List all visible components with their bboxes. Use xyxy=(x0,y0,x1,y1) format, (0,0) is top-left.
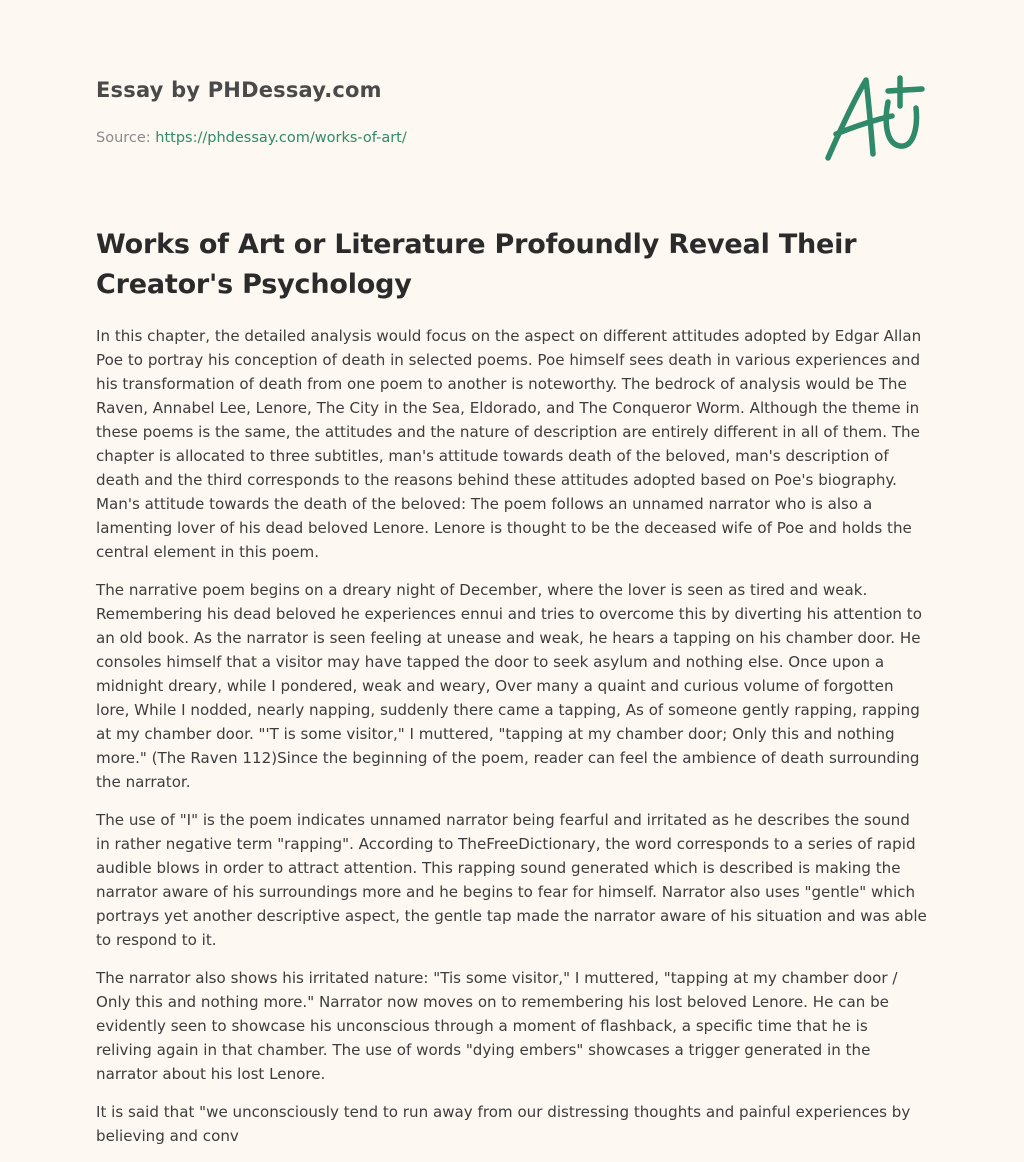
essay-title: Works of Art or Literature Profoundly Reveal Their Creator's Psychology xyxy=(96,229,857,300)
source-link[interactable]: https://phdessay.com/works-of-art/ xyxy=(155,130,407,146)
essay-paragraph: The narrative poem begins on a dreary night of December, where the lover is seen as tired and weak. Remembering his dead beloved he experiences ennui and tries to overcome this by diverting his attention to an old book. As the narrator is seen feeling at unease and weak, he hears a tapping on his chamber door. He consoles himself that a visitor may have tapped the door to seek asylum and nothing else. Once upon a midnight dreary, while I pondered, weak and weary, Over many a quaint and curious volume of forgotten lore, While I nodded, nearly napping, suddenly there came a tapping, As of someone gently rapping, rapping at my chamber door. "'T is some visitor," I muttered, "tapping at my chamber door; Only this and nothing more." (The Raven 112)Since the beginning of the poem, reader can feel the ambience of death surrounding the narrator. xyxy=(96,581,922,791)
page-header xyxy=(96,74,796,148)
essay-paragraph: The narrator also shows his irritated nature: "Tis some visitor," I muttered, "tapping at my chamber door / Only this and nothing more." Narrator now moves on to remembering his lost beloved Lenore. He can be evidently seen to showcase his unconscious through a moment of flashback, a specific time that he is reliving again in that chamber. The use of words "dying embers" showcases a trigger generated in the narrator about his lost Lenore. xyxy=(96,969,898,1083)
essay-paragraph: The use of "I" is the poem indicates unnamed narrator being fearful and irritated as he describes the sound in rather negative term "rapping". According to TheFreeDictionary, the word corresponds to a series of rapid audible blows in order to attract attention. This rapping sound generated which is described is making the narrator aware of his surroundings more and he begins to fear for himself. Narrator also uses "gentle" which portrays yet another descriptive aspect, the gentle tap made the narrator aware of his situation and was able to respond to it. xyxy=(96,811,927,949)
a-plus-logo-icon xyxy=(818,64,930,168)
essay-paragraph: It is said that "we unconsciously tend to run away from our distressing thoughts and painful experiences by believing and conv xyxy=(96,1103,911,1145)
essay-paragraph: In this chapter, the detailed analysis would focus on the aspect on different attitudes adopted by Edgar Allan Poe to portray his conception of death in selected poems. Poe himself sees death in various experiences and his transformation of death from one poem to another is noteworthy. The bedrock of analysis would be The Raven, Annabel Lee, Lenore, The City in the Sea, Eldorado, and The Conqueror Worm. Although the theme in these poems is the same, the attitudes and the nature of description are entirely different in all of them. The chapter is allocated to three subtitles, man's attitude towards death of the beloved, man's description of death and the third corresponds to the reasons behind these attitudes adopted based on Poe's biography. Man's attitude towards the death of the beloved: The poem follows an unnamed narrator who is also a lamenting lover of his dead beloved Lenore. Lenore is thought to be the deceased wife of Poe and holds the central element in this poem. xyxy=(96,327,922,561)
site-brand: Essay by PHDessay.com xyxy=(96,78,382,102)
essay-body xyxy=(96,324,928,1162)
source-line xyxy=(96,128,796,148)
source-label: Source: xyxy=(96,130,151,146)
